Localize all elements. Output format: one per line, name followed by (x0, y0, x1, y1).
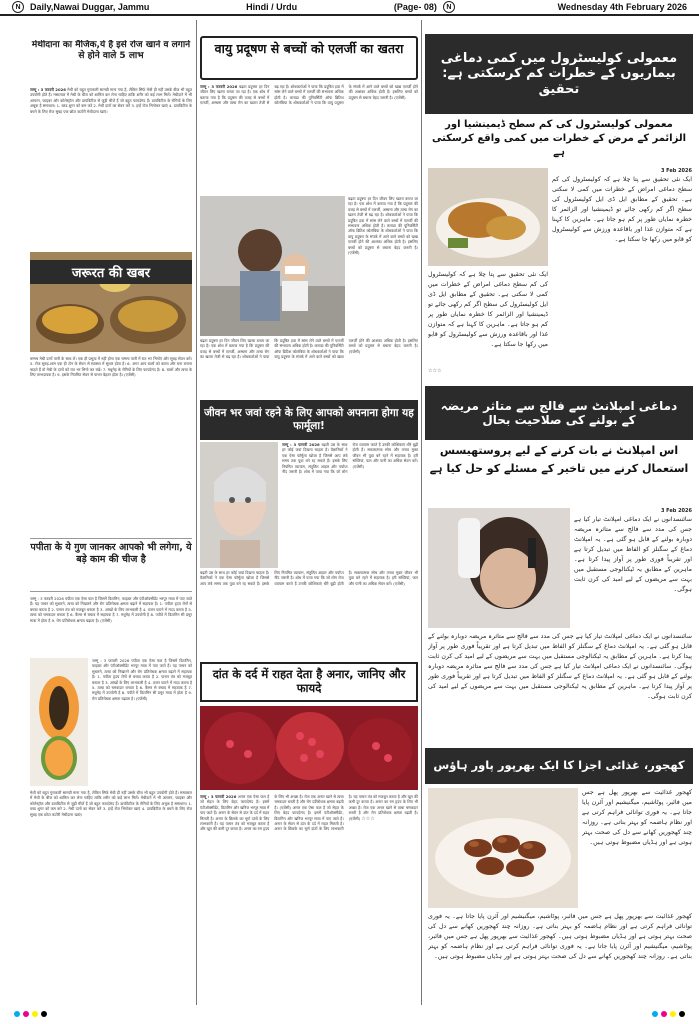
paper-logo-icon-right: N (443, 1, 455, 13)
pollution-headline: वायु प्रदूषण से बच्चों को एलर्जी का खतरा (200, 36, 418, 80)
methi-article: जम्मू : 3 फरवरी 2026 मेथी को बहुत गुणकारी सामग्री माना गया है, लेकिन सिर्फ मेथी ही नहीं उसके बीज भी बहुत उपयोगी होते हैं। मसालाल में मेथी के बीज को शामिल कर लेना चाहिए ताकि शरीर को कई लाभ मिलें। मेथीदाने में भी आयरन, फाइबर और कोलेस्ट्रॉल और डायबिटीज से जुड़ी चीजें हैं जो बहुत फायदेमंद हैं। डायबिटीज के रोगियों के लिए अचूक है समाधान। 1. ब्लड शुगर को कम करे 2. मेथी दानों का सेवन करें 3. इन्हें रोज भिगोकर खाएं 4. डायबिटीज के बचने के लिए रोज सुबह एक छोटा कटोरी मेथीदाना खाएं। (30, 87, 192, 114)
papaya-photo (30, 658, 88, 786)
pollution-article: जम्मू : 3 फरवरी 2026 बढ़ता प्रदूषण हर दिन जीवन लिए खतरा बनता जा रहा है। एक शोध में बताया गया है कि प्रदूषण की वजह से बच्चों में एलर्जी, अस्थमा और त्वचा रोग का खतरा तेजी से बढ़ रहा है। शोधकर्ताओं ने पाया कि प्रदूषित हवा में सांस लेने वाले बच्चों में एलर्जी की संभावना अधिक होती है। कनाडा की यूनिवर्सिटी ऑफ ब्रिटिश कोलंबिया के शोधकर्ताओं ने पाया कि वायु प्रदूषण के संपर्क में आने वाले बच्चों को खाद्य एलर्जी होने की आशंका अधिक होती है। इसलिए बच्चों को प्रदूषण से बचाना बेहद जरूरी है। (एजेंसी) (200, 84, 418, 106)
papaya-article-tail: मेथी को बहुत गुणकारी सामग्री माना गया है, लेकिन सिर्फ मेथी ही नहीं उसके बीज भी बहुत उपयोगी होते हैं। मसालाल में मेथी के बीज को शामिल कर लेना चाहिए ताकि शरीर को कई लाभ मिलें। मेथीदाने में भी आयरन, फाइबर और कोलेस्ट्रॉल और डायबिटीज से जुड़ी चीजें हैं जो बहुत फायदेमंद हैं। डायबिटीज के रोगियों के लिए अचूक है समाधान। 1. ब्लड शुगर को कम करे 2. मेथी दानों का सेवन करें 3. इन्हें रोज भिगोकर खाएं 4. डायबिटीज के बचने के लिए रोज सुबह एक छोटा कटोरी मेथीदाना खाएं। (30, 790, 192, 817)
youth-photo (200, 442, 278, 568)
pomegranate-article: जम्मू : 3 फरवरी 2026 अनार एक ऐसा फल है जो सेहत के लिए बेहद फायदेमंद है। इसमें एंटीऑक्सीडेंट, विटामिन और खनिज भरपूर मात्रा में पाए जाते हैं। अनार के सेवन से दांत के दर्द में राहत मिलती है। अनार के छिलके का चूर्ण दांतों के लिए लाभकारी है। यह पाचन तंत्र को मजबूत करता है और खून की कमी दूर करता है। अनार का रस हृदय के लिए भी अच्छा है। रोज एक अनार खाने से त्वचा चमकदार बनती है और रोग प्रतिरोधक क्षमता बढ़ती है। (एजेंसी) अनार एक ऐसा फल है जो सेहत के लिए बेहद फायदेमंद है। इसमें एंटीऑक्सीडेंट, विटामिन और खनिज भरपूर मात्रा में पाए जाते हैं। अनार के सेवन से दांत के दर्द में राहत मिलती है। अनार के छिलके का चूर्ण दांतों के लिए लाभकारी है। यह पाचन तंत्र को मजबूत करता है और खून की कमी दूर करता है। अनार का रस हृदय के लिए भी अच्छा है। रोज एक अनार खाने से त्वचा चमकदार बनती है और रोग प्रतिरोधक क्षमता बढ़ती है। (एजेंसी) ☆☆☆ (200, 794, 418, 832)
urdu-cholesterol-subhead: معمولی کولیسٹرول کی کم سطح ڈیمینشیا اور الزائمر کے مرض کے خطرات میں کمی واقع کرسکتی ہے (431, 119, 687, 158)
papaya-article-cont: जम्मू : 3 फरवरी 2026 पपीता एक ऐसा फल है जिसमें विटामिन, फाइबर और एंटीऑक्सीडेंट भरपूर मात्रा में पाए जाते हैं। यह पाचन को सुधारने, त्वचा को निखारने और रोग प्रतिरोधक क्षमता बढ़ाने में सहायक है। 1. पपीता हृदय रोगों से बचाव करता है 2. पाचन तंत्र को मजबूत बनाता है 3. आंखों के लिए लाभकारी है 4. वजन घटाने में मदद करता है 5. त्वचा को चमकदार बनाता है 6. कैंसर से बचाव में सहायक है 7. मधुमेह में उपयोगी है 8. पपीते में विटामिन सी प्रचुर मात्रा में होता है 9. रोग प्रतिरोधक क्षमता बढ़ाता है। (एजेंसी) (92, 658, 192, 701)
cholesterol-food-photo (428, 168, 548, 266)
papaya-article: जम्मू : 3 फरवरी 2026 पपीता एक ऐसा फल है जिसमें विटामिन, फाइबर और एंटीऑक्सीडेंट भरपूर मात्रा में पाए जाते हैं। यह पाचन को सुधारने, त्वचा को निखारने और रोग प्रतिरोधक क्षमता बढ़ाने में सहायक है। 1. पपीता हृदय रोगों से बचाव करता है 2. पाचन तंत्र को मजबूत बनाता है 3. आंखों के लिए लाभकारी है 4. वजन घटाने में मदद करता है 5. त्वचा को चमकदार बनाता है 6. कैंसर से बचाव में सहायक है 7. मधुमेह में उपयोगी है 8. पपीते में विटामिन सी प्रचुर मात्रा में होता है 9. रोग प्रतिरोधक क्षमता बढ़ाता है। (एजेंसी) (30, 596, 192, 623)
dates-photo (428, 788, 578, 908)
pollution-article-side: बढ़ता प्रदूषण हर दिन जीवन लिए खतरा बनता जा रहा है। एक शोध में बताया गया है कि प्रदूषण की वजह से बच्चों में एलर्जी, अस्थमा और त्वचा रोग का खतरा तेजी से बढ़ रहा है। शोधकर्ताओं ने पाया कि प्रदूषित हवा में सांस लेने वाले बच्चों में एलर्जी की संभावना अधिक होती है। कनाडा की यूनिवर्सिटी ऑफ ब्रिटिश कोलंबिया के शोधकर्ताओं ने पाया कि वायु प्रदूषण के संपर्क में आने वाले बच्चों को खाद्य एलर्जी होने की आशंका अधिक होती है। इसलिए बच्चों को प्रदूषण से बचाना बेहद जरूरी है। (एजेंसी) (348, 196, 418, 256)
paper-logo-icon: N (12, 1, 24, 13)
language-label: Hindi / Urdu (246, 2, 298, 12)
column-divider (421, 20, 422, 1005)
urdu-implant-article-cont: سائنسدانوں نے ایک دماغی امپلانٹ تیار کیا ہے جس کی مدد سے فالج سے متاثرہ مریضہ دوبارہ بولنے کے قابل ہو گئی ہے۔ یہ امپلانٹ دماغ کے سگنلز کو الفاظ میں تبدیل کرتا ہے اور تقریباً فوری طور پر آواز پیدا کرتا ہے۔ ماہرین کے مطابق یہ ٹیکنالوجی مستقبل میں بہت سے مریضوں کے لیے امید کی کرن ثابت ہوگی۔ سائنسدانوں نے ایک دماغی امپلانٹ تیار کیا ہے جس کی مدد سے فالج سے متاثرہ مریضہ دوبارہ بولنے کے قابل ہو گئی ہے۔ یہ امپلانٹ دماغ کے سگنلز کو الفاظ میں تبدیل کرتا ہے اور تقریباً فوری طور پر آواز پیدا کرتا ہے۔ ماہرین کے مطابق یہ ٹیکنالوجی مستقبل میں بہت سے مریضوں کے لیے امید کی کرن ثابت ہوگی۔ (428, 633, 692, 700)
issue-date: Wednesday 4th February 2026 (557, 2, 687, 12)
urdu-dates-article: کھجور غذائیت سے بھرپور پھل ہے جس میں فائبر، پوٹاشیم، میگنیشیم اور آئرن پایا جاتا ہے۔ یہ فوری توانائی فراہم کرتی ہے اور نظام ہاضمہ کو بہتر بناتی ہے۔ روزانہ چند کھجوریں کھانے سے دل کی صحت بہتر ہوتی ہے اور ہڈیاں مضبوط ہوتی ہیں۔ (582, 789, 692, 846)
papaya-headline: पपीता के ये गुण जानकर आपको भी लगेगा, ये बड़े काम की चीज है (30, 538, 192, 592)
page-footer (0, 1004, 699, 1024)
color-registration-marks-right (652, 1011, 685, 1017)
urdu-cholesterol-banner: معمولی کولیسٹرول میں کمی دماغی بیماریوں کے خطرات کم کرسکتی ہے: تحقیق (425, 34, 693, 114)
masthead-bar (0, 0, 699, 16)
pollution-article-tail: बढ़ता प्रदूषण हर दिन जीवन लिए खतरा बनता जा रहा है। एक शोध में बताया गया है कि प्रदूषण की वजह से बच्चों में एलर्जी, अस्थमा और त्वचा रोग का खतरा तेजी से बढ़ रहा है। शोधकर्ताओं ने पाया कि प्रदूषित हवा में सांस लेने वाले बच्चों में एलर्जी की संभावना अधिक होती है। कनाडा की यूनिवर्सिटी ऑफ ब्रिटिश कोलंबिया के शोधकर्ताओं ने पाया कि वायु प्रदूषण के संपर्क में आने वाले बच्चों को खाद्य एलर्जी होने की आशंका अधिक होती है। इसलिए बच्चों को प्रदूषण से बचाना बेहद जरूरी है। (एजेंसी) (200, 338, 418, 360)
urdu-implant-article: 3 Feb 2026 سائنسدانوں نے ایک دماغی امپلانٹ تیار کیا ہے جس کی مدد سے فالج سے متاثرہ مریضہ دوبارہ بولنے کے قابل ہو گئی ہے۔ یہ امپلانٹ دماغ کے سگنلز کو الفاظ میں تبدیل کرتا ہے اور تقریباً فوری طور پر آواز پیدا کرتا ہے۔ ماہرین کے مطابق یہ ٹیکنالوجی مستقبل میں بہت سے مریضوں کے لیے امید کی کرن ثابت ہوگی۔ (574, 508, 692, 593)
urdu-implant-banner: دماغی امپلانٹ سے فالج سے متاثر مریضہ کے بولنے کی صلاحیت بحال (425, 386, 693, 440)
fenugreek-article: चम्मच मेथी दानों पानी के साथ लें। एक ही प्रभुत्व में नहीं होगा एक चम्मच पानी में रात भर भिगोएं और सुबह सेवन करें। 5. रोज सुबह-शाम एक ही टोन के सेवन से स्वास्थ्य में सुधार होता है। 6. अगर आप बालों को काला और घना बनाना चाहते हैं तो मेथी के दानों को रात भर भिगो कर रखें। 7. मधुमेह के रोगियों के लिए फायदेमंद है। 8. बालों और त्वचा के लिए लाभदायक है। 9. इसके नियमित सेवन से पाचन बेहतर होता है। (एजेंसी) (30, 356, 192, 378)
urdu-cholesterol-article-cont: ایک نئی تحقیق سے پتا چلا ہے کہ کولیسٹرول کی کم سطح دماغی امراض کے خطرات میں کمی لا سکتی ہے۔ تحقیق کے مطابق ایل ڈی ایل کولیسٹرول کی سطح اگر کم رکھی جائے تو ڈیمینشیا اور الزائمر کا خطرہ نمایاں طور پر کم ہو جاتا ہے۔ ماہرین کا کہنا ہے کہ متوازن غذا اور باقاعدہ ورزش سے کولیسٹرول کو قابو میں رکھا جا سکتا ہے۔ (428, 271, 548, 348)
urdu-cholesterol-end: ☆☆☆ (428, 368, 442, 374)
page-number: (Page- 08) (393, 2, 437, 12)
methi-headline: मेथीदाना का मैजिक,ये है इसे रोज खाने व लगाने से होने वाले 5 लाभ (31, 40, 191, 62)
news-banner: जरूरत की खबर (30, 260, 192, 284)
urdu-dates-banner: کھجور، غذائی اجزا کا ایک بھرپور پاور ہاؤس (425, 748, 693, 784)
youth-article-tail: बढ़ती उम्र के साथ हर कोई जवां दिखना चाहता है। वैज्ञानिकों ने एक ऐसा फॉर्मूला खोजा है जिससे आप लंबे समय तक युवा बने रह सकते हैं। इसके लिए नियमित व्यायाम, संतुलित आहार और पर्याप्त नींद जरूरी है। शोध में पाया गया कि जो लोग रोज व्यायाम करते हैं उनकी कोशिकाएं धीरे बूढ़ी होती हैं। सकारात्मक सोच और तनाव मुक्त जीवन भी युवा बने रहने में सहायक है। हरी सब्जियां, फल और पानी का अधिक सेवन करें। (एजेंसी) (200, 570, 418, 586)
brain-implant-photo (428, 508, 570, 628)
column-divider (196, 20, 197, 1005)
pomegranate-headline: दांत के दर्द में राहत देता है अनार, जानिए और फायदे (200, 662, 418, 702)
urdu-implant-subhead: اس امپلانٹ نے بات کرنے کے لیے پروستھیسس استعمال کرنے میں تاخیر کے مسئلے کو حل کیا ہے (429, 444, 689, 475)
pomegranate-photo (200, 706, 418, 790)
article-end-stars: ☆☆☆ (361, 815, 375, 822)
color-registration-marks (14, 1011, 47, 1017)
fenugreek-photo (30, 252, 192, 352)
paper-name: Daily,Nawai Duggar, Jammu (30, 2, 150, 12)
urdu-dates-article-cont: کھجور غذائیت سے بھرپور پھل ہے جس میں فائبر، پوٹاشیم، میگنیشیم اور آئرن پایا جاتا ہے۔ یہ فوری توانائی فراہم کرتی ہے اور نظام ہاضمہ کو بہتر بناتی ہے۔ روزانہ چند کھجوریں کھانے سے دل کی صحت بہتر ہوتی ہے اور ہڈیاں مضبوط ہوتی ہیں۔ کھجور غذائیت سے بھرپور پھل ہے جس میں فائبر، پوٹاشیم، میگنیشیم اور آئرن پایا جاتا ہے۔ یہ فوری توانائی فراہم کرتی ہے اور نظام ہاضمہ کو بہتر بناتی ہے۔ روزانہ چند کھجوریں کھانے سے دل کی صحت بہتر ہوتی ہے اور ہڈیاں مضبوط ہوتی ہیں۔ (428, 913, 692, 960)
youth-headline: जीवन भर जवां रहने के लिए आपको अपनाना होगा यह फार्मूला! (200, 400, 418, 440)
pollution-photo (200, 196, 345, 336)
youth-article: जम्मू : 3 फरवरी 2026 बढ़ती उम्र के साथ हर कोई जवां दिखना चाहता है। वैज्ञानिकों ने एक ऐसा फॉर्मूला खोजा है जिससे आप लंबे समय तक युवा बने रह सकते हैं। इसके लिए नियमित व्यायाम, संतुलित आहार और पर्याप्त नींद जरूरी है। शोध में पाया गया कि जो लोग रोज व्यायाम करते हैं उनकी कोशिकाएं धीरे बूढ़ी होती हैं। सकारात्मक सोच और तनाव मुक्त जीवन भी युवा बने रहने में सहायक है। हरी सब्जियां, फल और पानी का अधिक सेवन करें। (एजेंसी) (282, 442, 418, 475)
urdu-cholesterol-article: 3 Feb 2026 ایک نئی تحقیق سے پتا چلا ہے کہ کولیسٹرول کی کم سطح دماغی امراض کے خطرات میں کمی لا سکتی ہے۔ تحقیق کے مطابق ایل ڈی ایل کولیسٹرول کی سطح اگر کم رکھی جائے تو ڈیمینشیا اور الزائمر کا خطرہ نمایاں طور پر کم ہو جاتا ہے۔ ماہرین کا کہنا ہے کہ متوازن غذا اور باقاعدہ ورزش سے کولیسٹرول کو قابو میں رکھا جا سکتا ہے۔ (552, 168, 692, 243)
